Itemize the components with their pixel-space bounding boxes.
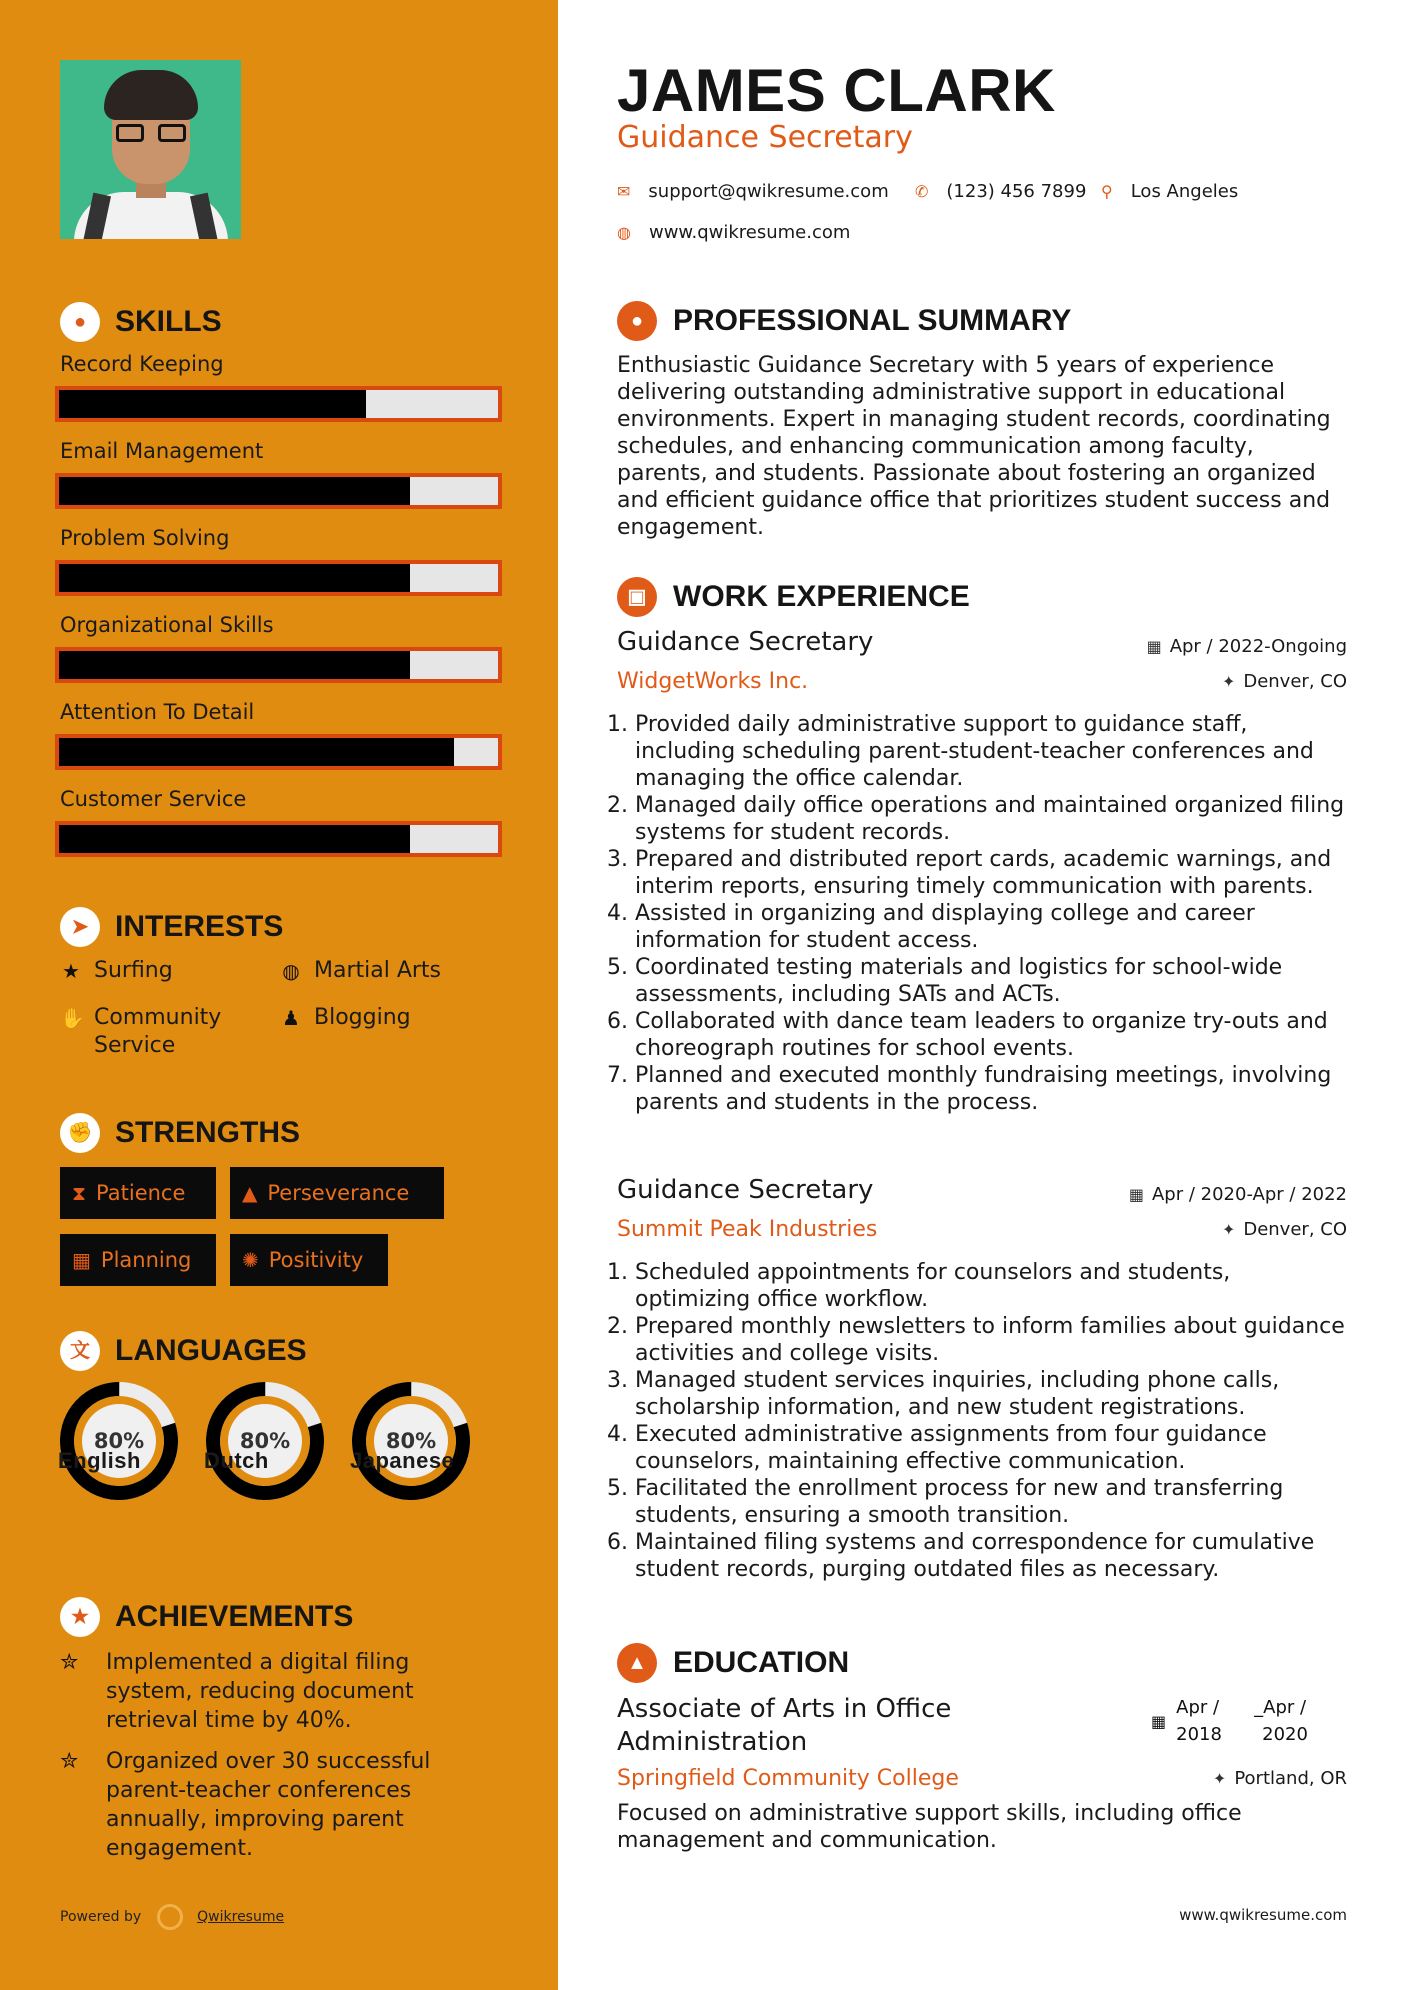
skill-label: Customer Service (60, 787, 247, 811)
globe-icon: ◍ (617, 223, 631, 242)
skills-heading: ● SKILLS (60, 302, 222, 342)
skill-label: Organizational Skills (60, 613, 274, 637)
achievement-item: ✮ Organized over 30 successful parent-teacher conferences annually, improving parent engagement. (60, 1749, 431, 1861)
language-item (58, 1380, 180, 1502)
education-dates: ▦ Apr / 2018 _Apr / 2020 (1151, 1694, 1344, 1748)
skill-label: Attention To Detail (60, 700, 255, 724)
paper-plane-icon: ➤ (60, 907, 100, 947)
skill-bar (55, 734, 502, 770)
skill-bar (55, 821, 502, 857)
interest-item: ✋ Community Service (60, 1005, 222, 1058)
interest-item: ★ Surfing (60, 957, 173, 985)
user-icon: ● (617, 301, 657, 341)
star-icon: ★ (62, 959, 80, 983)
sidebar (0, 0, 558, 1990)
education-location: ✦ Portland, OR (1212, 1768, 1347, 1789)
candidate-name: JAMES CLARK (617, 57, 1056, 124)
contact-location: ⚲ Los Angeles (1101, 181, 1239, 202)
main-content (617, 0, 1347, 1990)
skill-bar-fill (59, 738, 454, 766)
skill-label: Problem Solving (60, 526, 230, 550)
degree-title: Associate of Arts in Office Administration (617, 1694, 952, 1757)
job-bullet: 5. Facilitated the enrollment process for new and transferring students, ensuring a smooth transition. (635, 1475, 1347, 1529)
brand-link[interactable]: Qwikresume (197, 1909, 285, 1925)
language-item (350, 1380, 472, 1502)
skill-bar (55, 386, 502, 422)
interest-item: ◍ Martial Arts (280, 957, 441, 985)
language-name: Japanese (350, 1448, 455, 1473)
languages-heading: 文 LANGUAGES (60, 1331, 307, 1371)
education-heading: ▲ EDUCATION (617, 1643, 849, 1683)
achievement-item: ✮ Implemented a digital filing system, reducing document retrieval time by 40%. (60, 1650, 414, 1733)
job-bullet: 4. Executed administrative assignments from four guidance counselors, maintaining effective communication. (635, 1421, 1347, 1475)
pin-icon: ✦ (1221, 1220, 1236, 1239)
calendar-icon: ▦ (1146, 637, 1162, 656)
strength-badge: ✺ Positivity (230, 1234, 388, 1286)
skill-bar-fill (59, 564, 410, 592)
hourglass-icon: ⧗ (72, 1181, 87, 1205)
qwikresume-logo-icon (157, 1904, 183, 1930)
job-bullet: 6. Maintained filing systems and correspondence for cumulative student records, purging outdated files as necessary. (635, 1529, 1347, 1583)
footer-url[interactable]: www.qwikresume.com (1179, 1906, 1347, 1924)
skill-label: Record Keeping (60, 352, 224, 376)
experience-heading: ▣ WORK EXPERIENCE (617, 577, 970, 617)
fist-icon: ✊ (60, 1113, 100, 1153)
road-icon: ▲ (242, 1181, 258, 1205)
education-school: Springfield Community College (617, 1766, 959, 1791)
pin-icon: ✦ (1221, 672, 1236, 691)
job-company: Summit Peak Industries (617, 1217, 878, 1242)
phone-icon: ✆ (915, 182, 929, 201)
strength-badge: ▦ Planning (60, 1234, 216, 1286)
map-pin-icon: ⚲ (1101, 182, 1113, 201)
job-bullets (617, 711, 1347, 1116)
globe-icon: ◍ (282, 959, 300, 983)
job-company: WidgetWorks Inc. (617, 669, 809, 694)
interest-item: ♟ Blogging (280, 1004, 411, 1032)
job-dates: ▦ Apr / 2022-Ongoing (1146, 636, 1347, 657)
job-bullet: 7. Planned and executed monthly fundraising meetings, involving parents and students in the process. (635, 1062, 1347, 1116)
strength-badge: ⧗ Patience (60, 1167, 216, 1219)
lightbulb-icon: ● (60, 302, 100, 342)
job-bullet: 2. Managed daily office operations and maintained organized filing systems for student records. (635, 792, 1347, 846)
skill-label: Email Management (60, 439, 264, 463)
skill-bar (55, 560, 502, 596)
language-percent: 80% (228, 1404, 302, 1478)
contact-email[interactable]: ✉ support@qwikresume.com (617, 181, 889, 202)
strength-badge: ▲ Perseverance (230, 1167, 444, 1219)
summary-text: Enthusiastic Guidance Secretary with 5 years of experience delivering outstanding administrative support in educational environments. Expert in managing student records, coordinating schedules, and enhancing communication among faculty, parents, and students. Passionate about fostering an organized and efficient guidance office that prioritizes student success and engagement. (617, 353, 1331, 540)
contact-phone[interactable]: ✆ (123) 456 7899 (915, 181, 1087, 202)
job-bullet: 2. Prepared monthly newsletters to inform families about guidance activities and college visits. (635, 1313, 1347, 1367)
skill-bar-fill (59, 477, 410, 505)
calendar-icon: ▦ (72, 1248, 91, 1272)
strengths-heading: ✊ STRENGTHS (60, 1113, 300, 1153)
star-icon: ✮ (60, 1650, 79, 1675)
job-bullet: 6. Collaborated with dance team leaders to organize try-outs and choreograph routines for school events. (635, 1008, 1347, 1062)
envelope-icon: ✉ (617, 182, 631, 201)
sun-icon: ✺ (242, 1248, 259, 1272)
powered-by: Powered by Qwikresume (60, 1904, 284, 1930)
job-bullet: 5. Coordinated testing materials and logistics for school-wide assessments, including SATs and ACTs. (635, 954, 1347, 1008)
job-location: ✦ Denver, CO (1221, 1219, 1347, 1240)
hand-icon: ✋ (60, 1006, 85, 1030)
pin-icon: ✦ (1212, 1769, 1227, 1788)
calendar-icon: ▦ (1128, 1185, 1144, 1204)
graduation-icon: ▲ (617, 1643, 657, 1683)
language-icon: 文 (60, 1331, 100, 1371)
job-bullet: 3. Prepared and distributed report cards, academic warnings, and interim reports, ensuring timely communication with parents. (635, 846, 1347, 900)
briefcase-icon: ▣ (617, 577, 657, 617)
skill-bar-fill (59, 390, 366, 418)
language-percent: 80% (82, 1404, 156, 1478)
job-dates: ▦ Apr / 2020-Apr / 2022 (1128, 1184, 1347, 1205)
summary-heading: ● PROFESSIONAL SUMMARY (617, 301, 1071, 341)
language-name: Dutch (204, 1448, 269, 1473)
trophy-star-icon: ★ (60, 1597, 100, 1637)
profile-photo (60, 60, 241, 239)
skill-bar (55, 473, 502, 509)
education-description: Focused on administrative support skills, including office management and communication. (617, 1801, 1242, 1853)
job-title: Guidance Secretary (617, 627, 874, 657)
job-bullet: 4. Assisted in organizing and displaying college and career information for student access. (635, 900, 1347, 954)
job-bullet: 3. Managed student services inquiries, including phone calls, scholarship information, and new student registrations. (635, 1367, 1347, 1421)
skill-bar (55, 647, 502, 683)
users-icon: ♟ (282, 1006, 300, 1030)
job-title: Guidance Secretary (617, 1175, 874, 1205)
star-icon: ✮ (60, 1749, 79, 1774)
contact-website[interactable]: ◍ www.qwikresume.com (617, 222, 851, 243)
skill-bar-fill (59, 825, 410, 853)
skill-bar-fill (59, 651, 410, 679)
language-name: English (58, 1448, 141, 1473)
language-percent: 80% (374, 1404, 448, 1478)
language-item (204, 1380, 326, 1502)
job-location: ✦ Denver, CO (1221, 671, 1347, 692)
job-bullet: 1. Scheduled appointments for counselors and students, optimizing office workflow. (635, 1259, 1347, 1313)
job-bullet: 1. Provided daily administrative support to guidance staff, including scheduling parent-student-teacher conferences and managing the office calendar. (635, 711, 1347, 792)
candidate-role: Guidance Secretary (617, 120, 913, 155)
calendar-icon: ▦ (1151, 1712, 1167, 1731)
achievements-heading: ★ ACHIEVEMENTS (60, 1597, 353, 1637)
job-bullets (617, 1259, 1347, 1583)
interests-heading: ➤ INTERESTS (60, 907, 283, 947)
